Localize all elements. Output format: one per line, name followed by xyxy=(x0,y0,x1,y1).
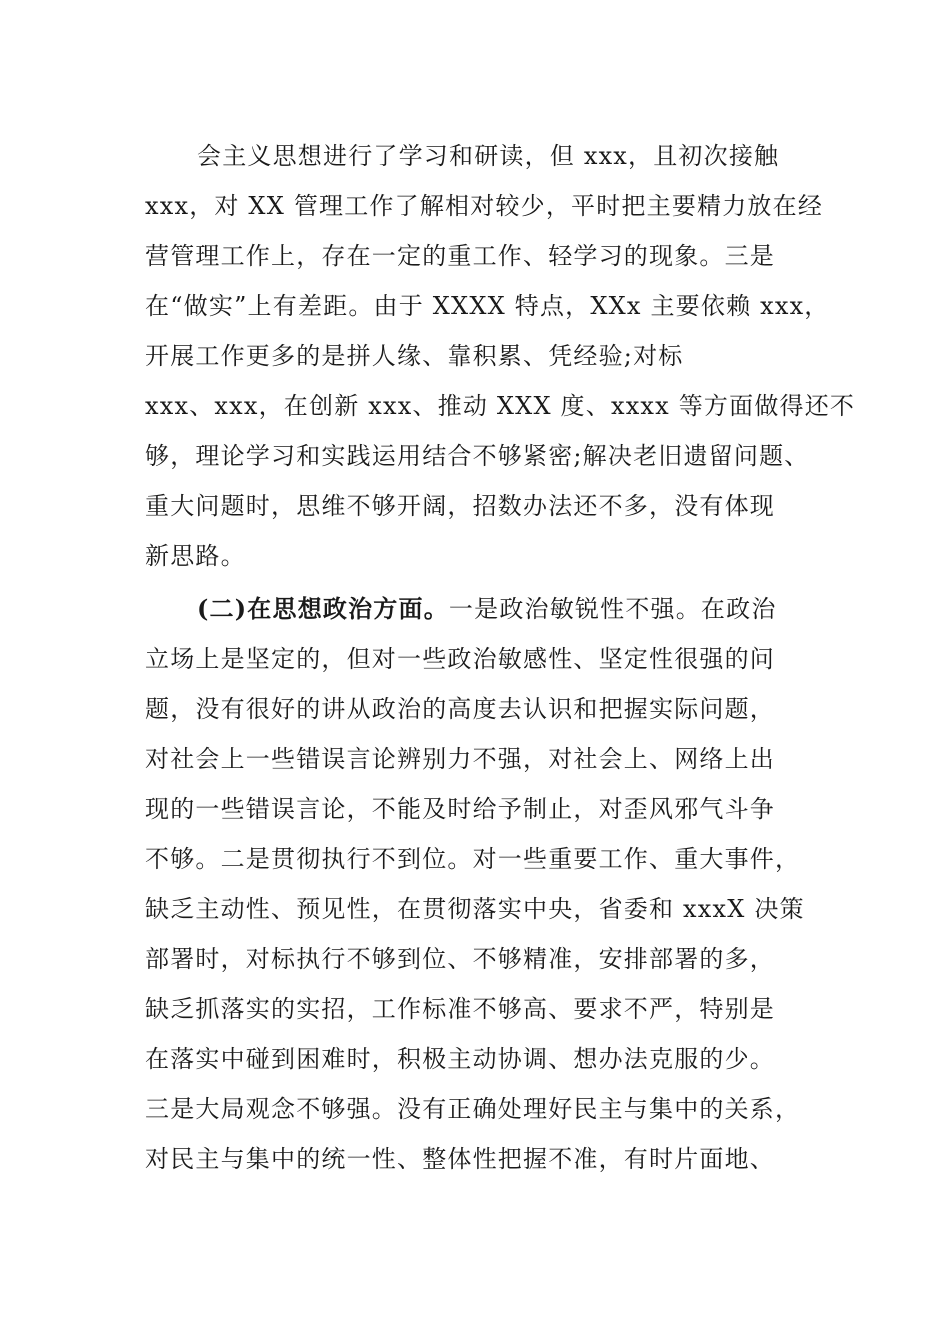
paragraph-2-line-12: 对民主与集中的统一性、整体性把握不准，有时片面地、 xyxy=(145,1145,775,1173)
paragraph-1-line-6: xxx、xxx，在创新 xxx、推动 XXX 度、xxxx 等方面做得还不 xyxy=(145,392,856,420)
paragraph-2-line-3: 题，没有很好的讲从政治的高度去认识和把握实际问题， xyxy=(145,695,775,723)
paragraph-1-line-3: 营管理工作上，存在一定的重工作、轻学习的现象。三是 xyxy=(145,242,775,270)
paragraph-1-line-7: 够，理论学习和实践运用结合不够紧密;解决老旧遗留问题、 xyxy=(145,442,810,470)
paragraph-1-line-9: 新思路。 xyxy=(145,542,246,570)
paragraph-2-line-8: 部署时，对标执行不够到位、不够精准，安排部署的多， xyxy=(145,945,775,973)
paragraph-2-line-10: 在落实中碰到困难时，积极主动协调、想办法克服的少。 xyxy=(145,1045,775,1073)
paragraph-2-line-5: 现的一些错误言论，不能及时给予制止，对歪风邪气斗争 xyxy=(145,795,775,823)
paragraph-1-line-8: 重大问题时，思维不够开阔，招数办法还不多，没有体现 xyxy=(145,492,775,520)
paragraph-1-line-2: xxx，对 XX 管理工作了解相对较少，平时把主要精力放在经 xyxy=(145,192,824,220)
section-heading: (二)在思想政治方面。 xyxy=(197,594,449,623)
paragraph-1-line-1: 会主义思想进行了学习和研读，但 xxx，且初次接触 xyxy=(197,142,780,170)
paragraph-2-line-1-text: 一是政治敏锐性不强。在政治 xyxy=(448,595,777,623)
paragraph-2-line-2: 立场上是坚定的，但对一些政治敏感性、坚定性很强的问 xyxy=(145,645,775,673)
paragraph-2-line-6: 不够。二是贯彻执行不到位。对一些重要工作、重大事件， xyxy=(145,845,801,873)
paragraph-2-line-1 xyxy=(197,593,777,625)
paragraph-2-line-7: 缺乏主动性、预见性，在贯彻落实中央，省委和 xxxX 决策 xyxy=(145,895,805,923)
paragraph-1-line-5: 开展工作更多的是拼人缘、靠积累、凭经验;对标 xyxy=(145,342,684,370)
paragraph-2-line-11: 三是大局观念不够强。没有正确处理好民主与集中的关系， xyxy=(145,1095,801,1123)
paragraph-2-line-9: 缺乏抓落实的实招，工作标准不够高、要求不严，特别是 xyxy=(145,995,775,1023)
paragraph-2-line-4: 对社会上一些错误言论辨别力不强，对社会上、网络上出 xyxy=(145,745,775,773)
paragraph-1-line-4: 在“做实”上有差距。由于 XXXX 特点，XXx 主要依赖 xxx， xyxy=(145,292,830,320)
